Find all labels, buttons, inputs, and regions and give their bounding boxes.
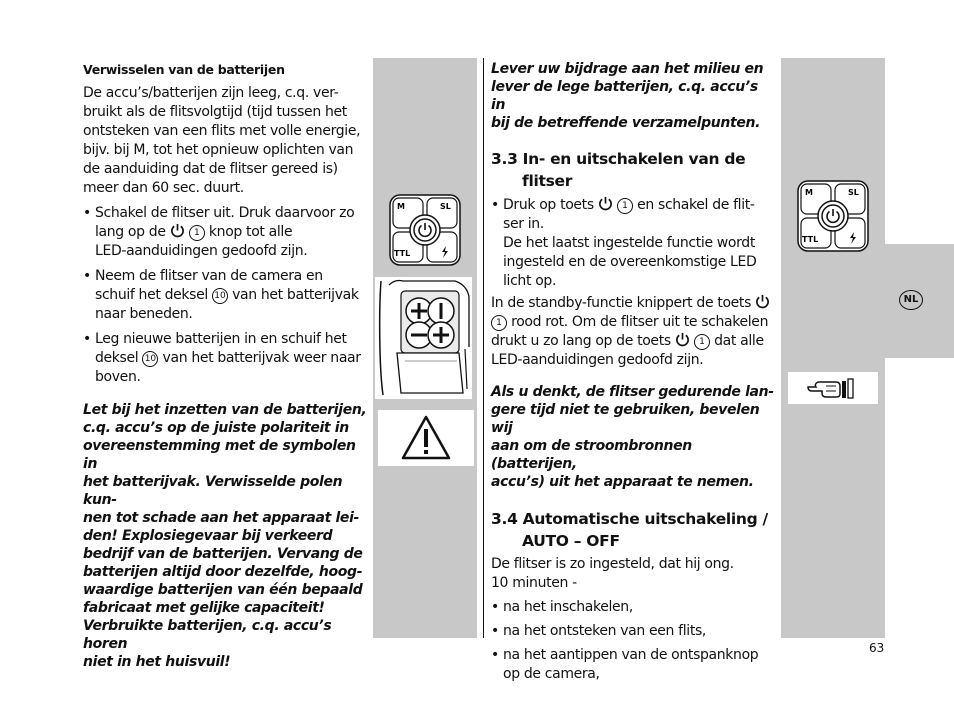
language-badge: NL (899, 290, 923, 310)
item-number-badge: 10 (142, 351, 158, 367)
warning-triangle-icon (378, 410, 474, 466)
item-number-badge: 1 (189, 225, 205, 241)
left-column (83, 62, 368, 671)
auto-off-item: • na het aantippen van de ontspanknop op de camera, (491, 646, 776, 684)
battery-step-1: • Schakel de flitser uit. Druk daarvoor zo lang op de 1 knop tot alle LED-aanduidingen gedoofd zijn. (83, 204, 368, 261)
power-icon (755, 294, 770, 309)
keypad-label-sl: SL (848, 188, 859, 197)
section-3-4-heading: 3.4 Automatische uitschakeling / AUTO – OFF (491, 510, 768, 550)
battery-step-3: • Leg nieuwe batterijen in en schuif het deksel 10 van het batterijvak weer naar boven. (83, 330, 368, 387)
battery-intro: De accu’s/batterijen zijn leeg, c.q. ver- bruikt als de flitsvolgtijd (tijd tussen het ontsteken van een flits met volle energie, bijv. bij M, tot het opnieuw oplichten van de aanduiding dat de flitser gereed is) meer dan 60 sec. duurt. (83, 85, 361, 196)
auto-off-item: • na het ontsteken van een flits, (491, 622, 776, 641)
standby-paragraph: In de standby-functie knippert de toets 1 rood rot. Om de flitser uit te schakelen drukt u zo lang op de toets 1 dat alle LED-aanduidingen gedoofd zijn. (491, 294, 776, 370)
hand-note-icon (788, 372, 878, 404)
flash-keypad-illustration (389, 194, 461, 266)
item-number-badge: 1 (617, 198, 633, 214)
power-icon (170, 223, 185, 238)
right-column (491, 60, 776, 684)
page-number: 63 (869, 641, 885, 655)
switch-on-step: • Druk op toets 1 en schakel de flit- ser in. De het laatst ingestelde functie wordt ingesteld en de overeenkomstige LED licht op. (491, 196, 776, 291)
battery-step-2: • Neem de flitser van de camera en schuif het deksel 10 van het batterijvak naar beneden. (83, 267, 368, 324)
auto-off-item: • na het inschakelen, (491, 598, 776, 617)
keypad-label-ttl: TTL (394, 249, 411, 258)
auto-off-intro: De flitser is zo ingesteld, dat hij ong. 10 minuten - (491, 556, 734, 591)
storage-advice: Als u denkt, de flitser gedurende lan- gere tijd niet te gebruiken, bevelen wij aan om de stroombronnen (batterijen, accu’s) uit het apparaat te nemen. (491, 384, 774, 490)
power-icon (598, 196, 613, 211)
battery-heading: Verwisselen van de batterijen (83, 62, 285, 77)
battery-compartment-illustration (375, 277, 472, 399)
flash-keypad-illustration (797, 180, 869, 252)
item-number-badge: 10 (212, 288, 228, 304)
environment-note: Lever uw bijdrage aan het milieu en lever de lege batterijen, c.q. accu’s in bij de betreffende verzamelpunten. (491, 61, 764, 131)
item-number-badge: 1 (491, 315, 507, 331)
keypad-label-sl: SL (440, 202, 451, 211)
polarity-warning: Let bij het inzetten van de batterijen, c.q. accu’s op de juiste polariteit in overeenstemming met de symbolen in het batterijvak. Verwisselde polen kun- nen tot schade aan het apparaat lei- den! Explosiegevaar bij verkeerd bedrijf van de batterijen. Vervang de batterijen altijd door dezelfde, hoog- waardige batterijen van één bepaald fabricaat met gelijke capaciteit! Verbruikte batterijen, c.q. accu’s horen niet in het huisvuil! (83, 402, 367, 670)
item-number-badge: 1 (694, 334, 710, 350)
power-icon (675, 332, 690, 347)
keypad-label-m: M (805, 188, 813, 197)
column-divider (483, 58, 484, 638)
keypad-label-m: M (397, 202, 405, 211)
keypad-label-ttl: TTL (802, 235, 819, 244)
right-margin-strip (781, 58, 885, 638)
section-3-3-heading: 3.3 In- en uitschakelen van de flitser (491, 150, 746, 190)
